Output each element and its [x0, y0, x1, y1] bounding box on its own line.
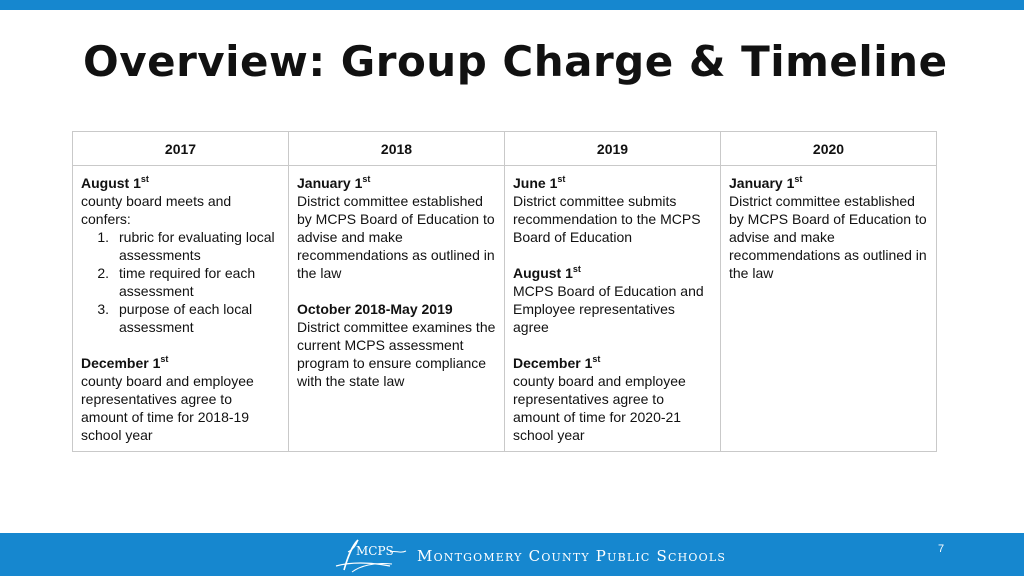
mcps-emblem-icon [330, 536, 414, 574]
top-accent-bar [0, 0, 1024, 10]
event-text: county board and employee representatives agree to amount of time for 2020-21 school year [513, 373, 686, 443]
event [513, 174, 712, 246]
event-text: county board and employee representatives agree to amount of time for 2018-19 school year [81, 373, 254, 443]
event-text: District committee submits recommendation to the MCPS Board of Education [513, 193, 701, 245]
year-header: 2019 [505, 132, 721, 166]
list-item: 1. rubric for evaluating local assessments [97, 229, 275, 263]
year-cell-2019 [505, 166, 721, 452]
agenda-list [81, 228, 280, 336]
list-item: 3. purpose of each local assessment [97, 301, 253, 335]
year-header: 2017 [73, 132, 289, 166]
events-row [73, 166, 937, 452]
event-text: county board meets and confers: [81, 193, 232, 227]
event [513, 354, 712, 444]
event-date: December 1st [81, 354, 169, 371]
event-date: January 1st [297, 174, 371, 191]
page-number: 7 [938, 543, 945, 555]
event [513, 264, 712, 336]
year-header: 2018 [289, 132, 505, 166]
event [297, 174, 496, 282]
year-header: 2020 [721, 132, 937, 166]
event-text: MCPS Board of Education and Employee representatives agree [513, 283, 704, 335]
event-text: District committee established by MCPS Board of Education to advise and make recommendations as outlined in the law [297, 193, 495, 281]
event-text: District committee examines the current MCPS assessment program to ensure compliance with the state law [297, 319, 496, 389]
timeline-table [72, 131, 937, 452]
event-date: January 1st [729, 174, 803, 191]
svg-text:MCPS: MCPS [356, 544, 394, 558]
event-date: June 1st [513, 174, 566, 191]
event-date: December 1st [513, 354, 601, 371]
event [81, 174, 280, 336]
event [297, 300, 496, 390]
year-cell-2017 [73, 166, 289, 452]
year-cell-2018 [289, 166, 505, 452]
event-date: August 1st [513, 264, 581, 281]
mcps-logo [330, 536, 727, 574]
footer-bar [0, 533, 1024, 576]
event [81, 354, 280, 444]
event-text: District committee established by MCPS Board of Education to advise and make recommendations as outlined in the law [729, 193, 927, 281]
school-district-name: MONTGOMERY COUNTY PUBLIC SCHOOLS [417, 547, 727, 565]
event-date: October 2018-May 2019 [297, 301, 453, 317]
list-item: 2. time required for each assessment [97, 265, 256, 299]
year-cell-2020 [721, 166, 937, 452]
event [729, 174, 928, 282]
year-header-row [73, 132, 937, 166]
event-date: August 1st [81, 174, 149, 191]
slide-title: Overview: Group Charge & Timeline [83, 37, 948, 86]
